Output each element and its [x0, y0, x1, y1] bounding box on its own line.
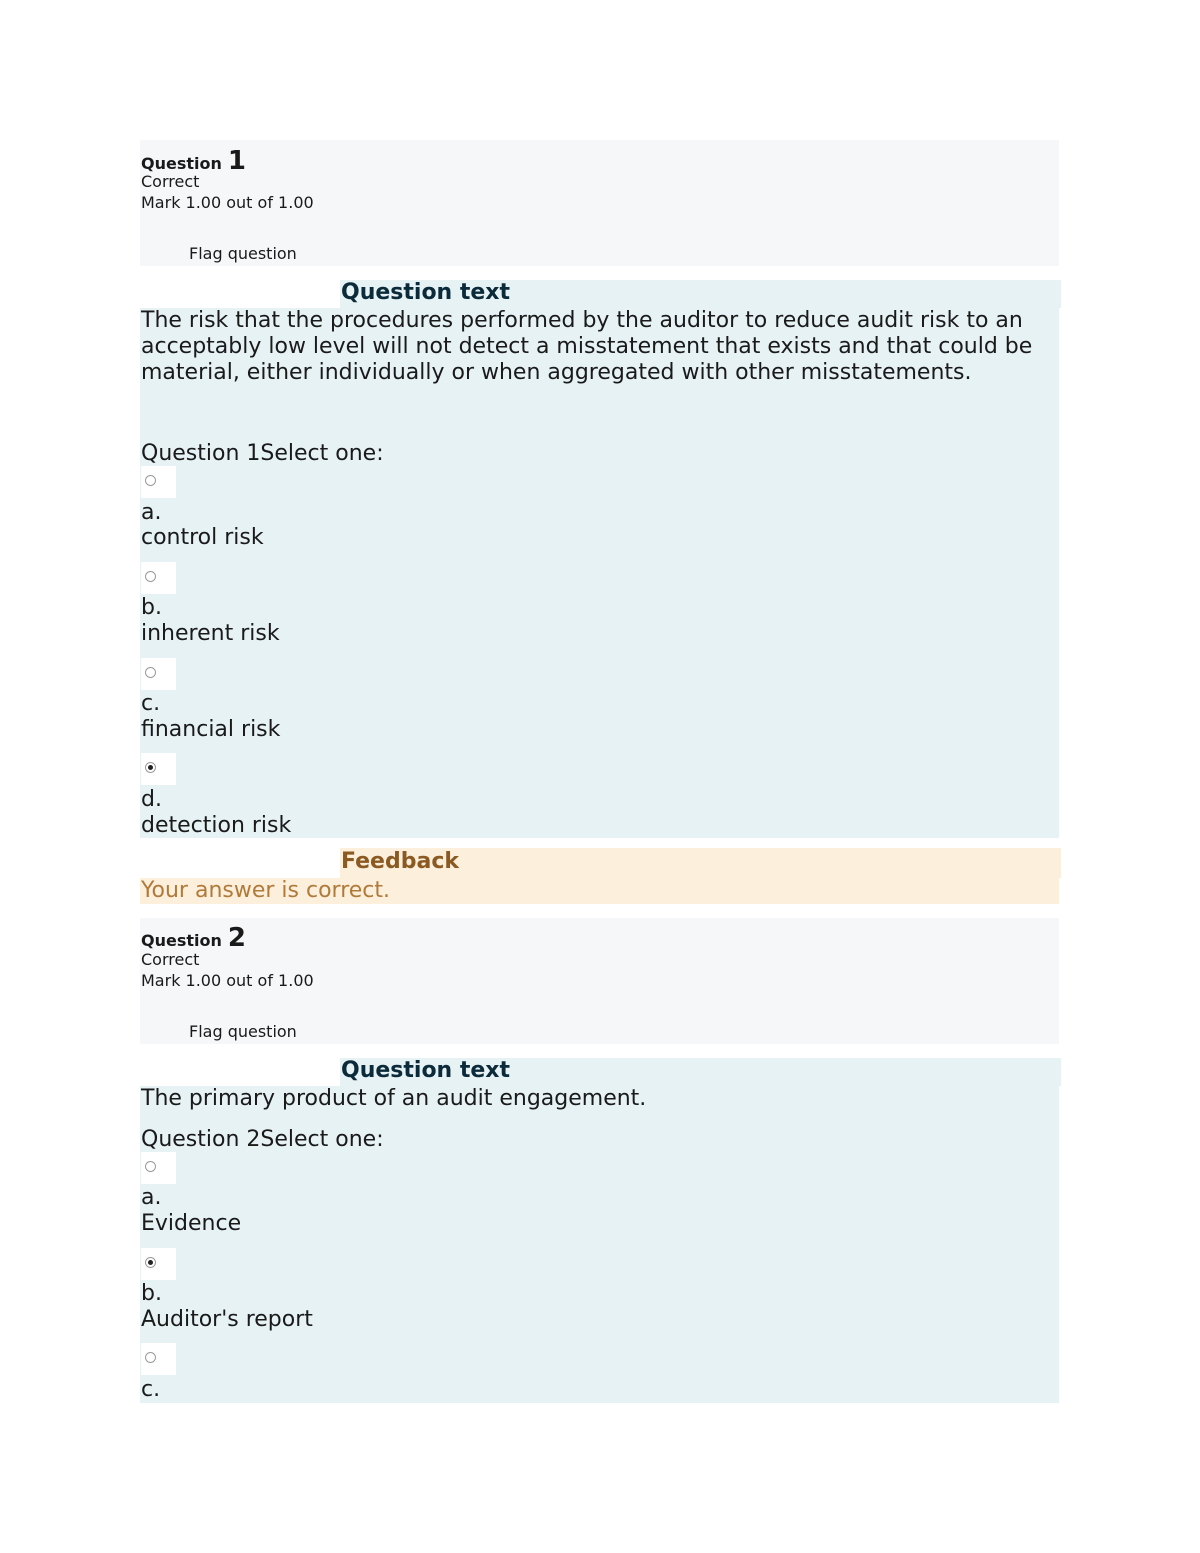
- question-label: Question: [141, 931, 222, 950]
- option-letter: b.: [141, 1281, 162, 1306]
- option-text[interactable]: Evidence: [141, 1211, 242, 1236]
- option-b-radio-box[interactable]: [141, 1248, 176, 1280]
- option-letter: a.: [141, 1185, 162, 1210]
- radio-icon[interactable]: [145, 571, 156, 582]
- option-d-radio-box[interactable]: [141, 753, 176, 785]
- question-1-info: [140, 140, 1059, 266]
- option-a-radio-box[interactable]: [141, 466, 176, 498]
- option-letter: b.: [141, 595, 162, 620]
- option-text[interactable]: financial risk: [141, 717, 281, 742]
- feedback-header: Feedback: [340, 848, 1061, 878]
- radio-icon[interactable]: [145, 1161, 156, 1172]
- flag-question-link[interactable]: Flag question: [189, 1022, 297, 1041]
- question-2-content-header: Question text: [340, 1058, 1061, 1086]
- option-letter: c.: [141, 691, 161, 716]
- option-text[interactable]: control risk: [141, 525, 264, 550]
- radio-checked-icon[interactable]: [145, 762, 156, 773]
- question-1-content-header: Question text: [340, 280, 1061, 308]
- radio-icon[interactable]: [145, 475, 156, 486]
- option-a-radio-box[interactable]: [141, 1152, 176, 1184]
- question-text: The primary product of an audit engagement.: [141, 1086, 647, 1111]
- flag-question-link[interactable]: Flag question: [189, 244, 297, 263]
- option-letter: c.: [141, 1377, 161, 1402]
- question-mark: Mark 1.00 out of 1.00: [141, 971, 314, 990]
- select-prompt: Question 2Select one:: [141, 1127, 384, 1152]
- option-letter: d.: [141, 787, 162, 812]
- question-number: 2: [227, 923, 246, 953]
- radio-icon[interactable]: [145, 1352, 156, 1363]
- option-c-radio-box[interactable]: [141, 658, 176, 690]
- option-text[interactable]: Auditor's report: [141, 1307, 313, 1332]
- question-2-title: [141, 923, 246, 953]
- option-c-radio-box[interactable]: [141, 1343, 176, 1375]
- radio-checked-icon[interactable]: [145, 1257, 156, 1268]
- feedback-text: Your answer is correct.: [141, 878, 391, 903]
- question-1-content: [140, 308, 1059, 838]
- question-number: 1: [227, 146, 246, 176]
- question-text: The risk that the procedures performed by the auditor to reduce audit risk to an acceptably low level will not detect a misstatement that exists and that could be material, either individually or when aggregated with other misstatements.: [141, 308, 1033, 385]
- option-letter: a.: [141, 500, 162, 525]
- option-text[interactable]: detection risk: [141, 813, 292, 838]
- question-mark: Mark 1.00 out of 1.00: [141, 193, 314, 212]
- question-label: Question: [141, 154, 222, 173]
- question-2-content: [140, 1086, 1059, 1403]
- feedback-body: [140, 878, 1059, 904]
- question-2-info: [140, 918, 1059, 1044]
- select-prompt: Question 1Select one:: [141, 441, 384, 466]
- option-b-radio-box[interactable]: [141, 562, 176, 594]
- question-state: Correct: [141, 950, 200, 969]
- radio-icon[interactable]: [145, 667, 156, 678]
- question-state: Correct: [141, 172, 200, 191]
- option-text[interactable]: inherent risk: [141, 621, 280, 646]
